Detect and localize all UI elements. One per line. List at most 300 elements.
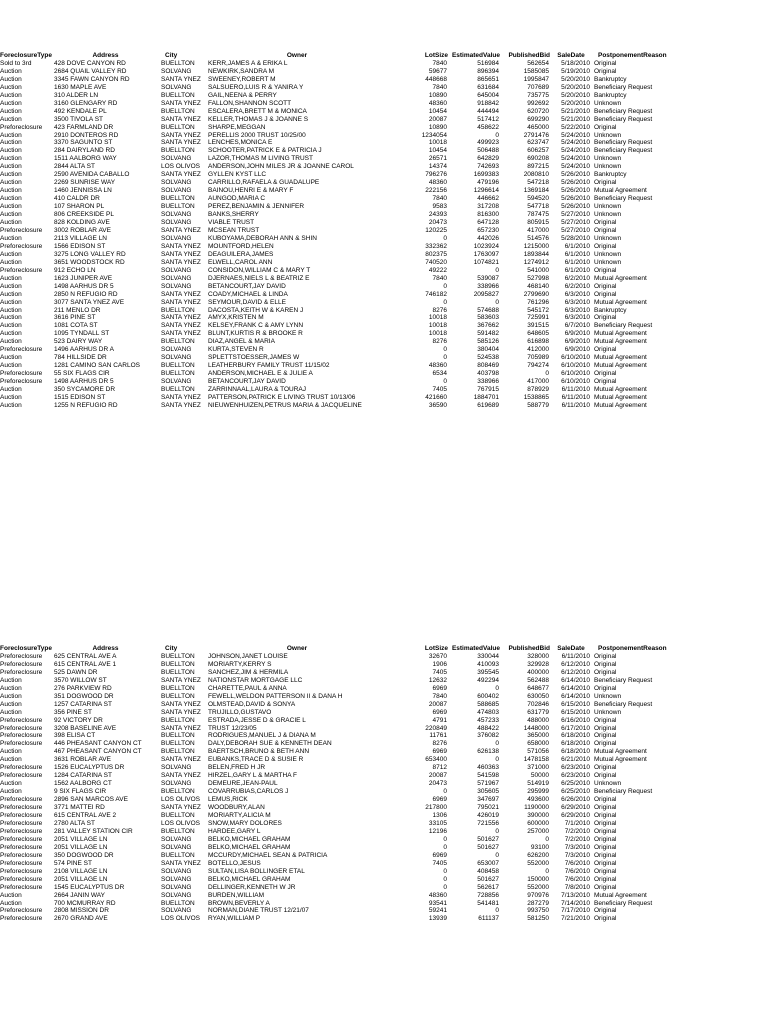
cell-postponement-reason: Mutual Agreement: [594, 756, 647, 764]
cell-city: SOLVANG: [161, 835, 192, 843]
cell-owner: RYAN,WILLIAM P: [208, 915, 261, 923]
header-sale-date: SaleDate: [557, 52, 585, 59]
cell-city: BUELLTON: [161, 827, 195, 835]
table-row: [0, 346, 768, 354]
cell-postponement-reason: Original: [594, 915, 617, 923]
cell-estimated-value: 516984: [477, 59, 499, 67]
cell-lot-size: 7840: [432, 195, 447, 203]
cell-published-bid: 606257: [527, 147, 549, 155]
cell-estimated-value: 795021: [477, 804, 499, 812]
cell-city: SOLVANG: [161, 67, 192, 75]
table-row: [0, 748, 768, 756]
cell-foreclosure-type: Preforeclosure: [0, 242, 43, 250]
cell-postponement-reason: Original: [594, 867, 617, 875]
cell-address: 92 VICTORY DR: [54, 716, 103, 724]
cell-address: 446 PHEASANT CANYON CT: [54, 740, 142, 748]
cell-sale-date: 6/14/2010: [561, 684, 590, 692]
cell-postponement-reason: Unknown: [594, 250, 622, 258]
cell-estimated-value: 426019: [477, 812, 499, 820]
cell-city: SANTA YNEZ: [161, 226, 201, 234]
cell-city: BUELLTON: [161, 716, 195, 724]
cell-sale-date: 7/6/2010: [564, 867, 590, 875]
cell-foreclosure-type: Preforeclosure: [0, 732, 43, 740]
cell-sale-date: 6/1/2010: [564, 242, 590, 250]
cell-foreclosure-type: Preforeclosure: [0, 843, 43, 851]
cell-postponement-reason: Original: [594, 740, 617, 748]
cell-address: 2896 SAN MARCOS AVE: [54, 796, 128, 804]
cell-postponement-reason: Unknown: [594, 131, 622, 139]
cell-postponement-reason: Unknown: [594, 99, 622, 107]
cell-estimated-value: 1074821: [473, 258, 499, 266]
cell-lot-size: 0: [443, 883, 447, 891]
cell-city: SANTA YNEZ: [161, 258, 201, 266]
header-published-bid: PublishedBid: [508, 645, 550, 652]
cell-sale-date: 6/23/2010: [561, 772, 590, 780]
cell-postponement-reason: Original: [594, 346, 617, 354]
cell-sale-date: 5/21/2010: [561, 107, 590, 115]
cell-postponement-reason: Beneficiary Request: [594, 700, 653, 708]
cell-foreclosure-type: Auction: [0, 179, 22, 187]
cell-estimated-value: 524538: [477, 354, 499, 362]
table-row: [0, 259, 768, 267]
cell-postponement-reason: Beneficiary Request: [594, 139, 653, 147]
cell-published-bid: 794274: [527, 362, 549, 370]
cell-estimated-value: 642829: [477, 155, 499, 163]
cell-foreclosure-type: Preforeclosure: [0, 652, 43, 660]
table-row: [0, 836, 768, 844]
cell-owner: SALSUERO,LUIS R & YANIRA Y: [208, 83, 304, 91]
cell-sale-date: 6/2/2010: [564, 274, 590, 282]
cell-foreclosure-type: Auction: [0, 219, 22, 227]
cell-estimated-value: 501627: [477, 875, 499, 883]
cell-postponement-reason: Mutual Agreement: [594, 187, 647, 195]
cell-owner: BETANCOURT,JAY DAVID: [208, 378, 286, 386]
cell-lot-size: 448668: [425, 75, 447, 83]
cell-lot-size: 6969: [432, 851, 447, 859]
cell-estimated-value: 657230: [477, 226, 499, 234]
cell-city: LOS OLIVOS: [161, 163, 201, 171]
cell-lot-size: 0: [443, 843, 447, 851]
cell-postponement-reason: Original: [594, 684, 617, 692]
cell-address: 211 MENLO DR: [54, 306, 101, 314]
cell-sale-date: 6/1/2010: [564, 250, 590, 258]
cell-lot-size: 1234054: [421, 131, 447, 139]
cell-city: BUELLTON: [161, 203, 195, 211]
cell-estimated-value: 0: [495, 298, 499, 306]
cell-estimated-value: 380404: [477, 346, 499, 354]
cell-lot-size: 0: [443, 378, 447, 386]
cell-owner: KELSEY,FRANK C & AMY LYNN: [208, 322, 304, 330]
cell-published-bid: 0: [545, 867, 549, 875]
cell-foreclosure-type: Auction: [0, 780, 22, 788]
cell-lot-size: 7405: [432, 668, 447, 676]
cell-address: 912 ECHO LN: [54, 266, 96, 274]
header-foreclosure-type: ForeclosureType: [0, 52, 52, 59]
cell-owner: ELWELL,CAROL ANN: [208, 258, 273, 266]
cell-foreclosure-type: Auction: [0, 139, 22, 147]
cell-city: SANTA YNEZ: [161, 700, 201, 708]
cell-foreclosure-type: Auction: [0, 258, 22, 266]
header-row: [0, 52, 768, 60]
cell-city: SOLVANG: [161, 875, 192, 883]
table-row: [0, 693, 768, 701]
cell-lot-size: 14374: [428, 163, 447, 171]
cell-estimated-value: 347697: [477, 796, 499, 804]
cell-owner: ANDERSON,JOHN MILES JR & JOANNE CAROL: [208, 163, 354, 171]
cell-address: 2850 N REFUGIO RD: [54, 290, 118, 298]
cell-city: SANTA YNEZ: [161, 75, 201, 83]
cell-estimated-value: 517412: [477, 115, 499, 123]
cell-lot-size: 1906: [432, 660, 447, 668]
cell-published-bid: 1478158: [523, 756, 549, 764]
cell-city: LOS OLIVOS: [161, 915, 201, 923]
cell-owner: SHARPE,MEGGAN: [208, 123, 266, 131]
cell-address: 2590 AVENIDA CABALLO: [54, 171, 130, 179]
cell-postponement-reason: Original: [594, 732, 617, 740]
cell-published-bid: 468140: [527, 282, 549, 290]
cell-foreclosure-type: Preforeclosure: [0, 660, 43, 668]
cell-foreclosure-type: Preforeclosure: [0, 266, 43, 274]
cell-published-bid: 0: [545, 835, 549, 843]
table-row: [0, 139, 768, 147]
table-row: [0, 796, 768, 804]
table-row: [0, 907, 768, 915]
cell-foreclosure-type: Auction: [0, 306, 22, 314]
cell-published-bid: 1995847: [523, 75, 549, 83]
cell-owner: VIABLE TRUST: [208, 219, 255, 227]
cell-city: SOLVANG: [161, 378, 192, 386]
cell-lot-size: 796276: [425, 171, 447, 179]
cell-published-bid: 1538865: [523, 393, 549, 401]
table-row: [0, 235, 768, 243]
cell-city: BUELLTON: [161, 91, 195, 99]
cell-sale-date: 6/1/2010: [564, 258, 590, 266]
cell-address: 356 PINE ST: [54, 708, 92, 716]
cell-owner: BELEN,FRED H JR: [208, 764, 266, 772]
cell-owner: ESCALERA,BRETT M & MONICA: [208, 107, 307, 115]
cell-estimated-value: 444494: [477, 107, 499, 115]
cell-foreclosure-type: Preforeclosure: [0, 724, 43, 732]
cell-address: 2844 ALTA ST: [54, 163, 95, 171]
cell-city: SANTA YNEZ: [161, 171, 201, 179]
cell-published-bid: 1448000: [523, 724, 549, 732]
cell-city: SOLVANG: [161, 282, 192, 290]
cell-lot-size: 8276: [432, 338, 447, 346]
cell-estimated-value: 376082: [477, 732, 499, 740]
cell-sale-date: 6/23/2010: [561, 764, 590, 772]
cell-owner: DALY,DEBORAH SUE & KENNETH DEAN: [208, 740, 332, 748]
cell-city: SOLVANG: [161, 211, 192, 219]
cell-estimated-value: 585126: [477, 338, 499, 346]
cell-foreclosure-type: Auction: [0, 314, 22, 322]
cell-owner: BLUNT,KURTIS R & BROOKE R: [208, 330, 303, 338]
cell-address: 350 DOGWOOD DR: [54, 851, 114, 859]
cell-address: 1496 AARHUS DR A: [54, 346, 114, 354]
cell-owner: WOODBURY,ALAN: [208, 804, 265, 812]
cell-foreclosure-type: Auction: [0, 748, 22, 756]
cell-published-bid: 1190000: [524, 804, 549, 812]
cell-postponement-reason: Unknown: [594, 692, 622, 700]
table-row: [0, 868, 768, 876]
cell-sale-date: 6/3/2010: [564, 298, 590, 306]
cell-estimated-value: 479196: [477, 179, 499, 187]
cell-address: 1095 TYNDALL ST: [54, 330, 110, 338]
cell-estimated-value: 506488: [477, 147, 499, 155]
cell-owner: KERR,JAMES A & ERIKA L: [208, 59, 288, 67]
cell-published-bid: 626200: [527, 851, 549, 859]
cell-published-bid: 631779: [527, 708, 549, 716]
cell-city: SOLVANG: [161, 266, 192, 274]
table-row: [0, 147, 768, 155]
cell-published-bid: 2080810: [523, 171, 549, 179]
cell-owner: SWEENEY,ROBERT M: [208, 75, 276, 83]
cell-published-bid: 545172: [527, 306, 549, 314]
cell-owner: SEYMOUR,DAVID & ELLE: [208, 298, 286, 306]
foreclosure-table-page-2: [0, 645, 768, 923]
header-city: City: [165, 645, 178, 652]
cell-estimated-value: 591482: [477, 330, 499, 338]
cell-sale-date: 5/28/2010: [561, 234, 590, 242]
cell-lot-size: 0: [443, 298, 447, 306]
cell-postponement-reason: Original: [594, 851, 617, 859]
cell-published-bid: 805915: [527, 219, 549, 227]
cell-owner: SPLETTSTOESSER,JAMES W: [208, 354, 300, 362]
cell-sale-date: 6/9/2010: [564, 330, 590, 338]
cell-lot-size: 13939: [428, 915, 447, 923]
cell-estimated-value: 742693: [477, 163, 499, 171]
cell-foreclosure-type: Auction: [0, 282, 22, 290]
table-row: [0, 132, 768, 140]
cell-sale-date: 6/3/2010: [564, 314, 590, 322]
cell-postponement-reason: Original: [594, 266, 617, 274]
cell-address: 574 PINE ST: [54, 859, 92, 867]
cell-sale-date: 5/24/2010: [561, 147, 590, 155]
cell-sale-date: 6/3/2010: [564, 290, 590, 298]
header-published-bid: PublishedBid: [508, 52, 550, 59]
cell-city: SANTA YNEZ: [161, 99, 201, 107]
cell-lot-size: 220849: [425, 724, 447, 732]
header-address: Address: [92, 52, 119, 59]
table-row: [0, 76, 768, 84]
header-postponement-reason: PostponementReason: [598, 645, 667, 652]
cell-postponement-reason: Mutual Agreement: [594, 891, 647, 899]
cell-owner: GYLLEN KYST LLC: [208, 171, 267, 179]
cell-address: 1562 AALBORG CT: [54, 780, 112, 788]
cell-city: SANTA YNEZ: [161, 290, 201, 298]
cell-foreclosure-type: Auction: [0, 338, 22, 346]
cell-published-bid: 1274912: [523, 258, 549, 266]
cell-city: BUELLTON: [161, 652, 195, 660]
cell-postponement-reason: Unknown: [594, 708, 622, 716]
table-row: [0, 275, 768, 283]
cell-sale-date: 7/1/2010: [564, 819, 590, 827]
cell-lot-size: 6969: [432, 684, 447, 692]
cell-postponement-reason: Beneficiary Request: [594, 322, 653, 330]
cell-estimated-value: 0: [495, 907, 499, 915]
cell-owner: DEAGUILERA,JAMES: [208, 250, 274, 258]
cell-lot-size: 0: [443, 234, 447, 242]
cell-owner: DJERNAES,NIELS L & BEATRIZ E: [208, 274, 310, 282]
cell-address: 3077 SANTA YNEZ AVE: [54, 298, 125, 306]
cell-estimated-value: 541481: [477, 899, 499, 907]
cell-estimated-value: 458622: [477, 123, 499, 131]
cell-address: 1081 COTA ST: [54, 322, 98, 330]
cell-lot-size: 8712: [432, 764, 447, 772]
table-row: [0, 756, 768, 764]
cell-sale-date: 5/26/2010: [561, 171, 590, 179]
cell-sale-date: 6/2/2010: [564, 282, 590, 290]
cell-lot-size: 332362: [425, 242, 447, 250]
cell-sale-date: 6/25/2010: [561, 788, 590, 796]
cell-lot-size: 6969: [432, 748, 447, 756]
cell-estimated-value: 488422: [477, 724, 499, 732]
cell-estimated-value: 0: [495, 131, 499, 139]
cell-city: SANTA YNEZ: [161, 708, 201, 716]
cell-postponement-reason: Bankruptcy: [594, 75, 627, 83]
cell-lot-size: 7405: [432, 386, 447, 394]
cell-lot-size: 6969: [432, 708, 447, 716]
cell-city: LOS OLIVOS: [161, 796, 201, 804]
cell-owner: FEWELL,WELDON PATTERSON II & DANA H: [208, 692, 343, 700]
cell-lot-size: 7840: [432, 83, 447, 91]
cell-foreclosure-type: Auction: [0, 330, 22, 338]
header-owner: Owner: [286, 645, 308, 652]
table-row: [0, 709, 768, 717]
cell-city: SANTA YNEZ: [161, 330, 201, 338]
cell-published-bid: 0: [545, 370, 549, 378]
cell-lot-size: 0: [443, 875, 447, 883]
cell-estimated-value: 442026: [477, 234, 499, 242]
header-address: Address: [92, 645, 119, 652]
table-row: [0, 900, 768, 908]
table-row: [0, 116, 768, 124]
table-row: [0, 155, 768, 163]
cell-lot-size: 120225: [425, 226, 447, 234]
table-row: [0, 243, 768, 251]
table-row: [0, 219, 768, 227]
cell-lot-size: 36590: [428, 401, 447, 409]
cell-postponement-reason: Mutual Agreement: [594, 362, 647, 370]
cell-owner: BETANCOURT,JAY DAVID: [208, 282, 286, 290]
cell-published-bid: 541000: [527, 266, 549, 274]
cell-address: 1284 CATARINA ST: [54, 772, 112, 780]
cell-owner: AMYX,KRISTEN M: [208, 314, 264, 322]
cell-lot-size: 59241: [428, 907, 447, 915]
cell-city: SOLVANG: [161, 83, 192, 91]
cell-foreclosure-type: Preforeclosure: [0, 370, 43, 378]
cell-city: BUELLTON: [161, 748, 195, 756]
table-body: [0, 60, 768, 410]
cell-foreclosure-type: Auction: [0, 163, 22, 171]
cell-address: 615 CENTRAL AVE 1: [54, 660, 117, 668]
cell-foreclosure-type: Preforeclosure: [0, 907, 43, 915]
table-row: [0, 68, 768, 76]
cell-city: SANTA YNEZ: [161, 393, 201, 401]
cell-owner: OLMSTEAD,DAVID & SONYA: [208, 700, 296, 708]
cell-owner: GAIL,NEENA & PERRY: [208, 91, 277, 99]
cell-postponement-reason: Unknown: [594, 203, 622, 211]
cell-postponement-reason: Unknown: [594, 780, 622, 788]
cell-foreclosure-type: Auction: [0, 115, 22, 123]
cell-sale-date: 5/24/2010: [561, 163, 590, 171]
cell-lot-size: 746182: [425, 290, 447, 298]
cell-published-bid: 547218: [527, 179, 549, 187]
cell-owner: TRUST 12/23/05: [208, 724, 257, 732]
cell-published-bid: 702846: [527, 700, 549, 708]
cell-postponement-reason: Original: [594, 660, 617, 668]
cell-owner: DACOSTA,KEITH W & KAREN J: [208, 306, 304, 314]
table-row: [0, 820, 768, 828]
table-row: [0, 195, 768, 203]
cell-postponement-reason: Original: [594, 652, 617, 660]
cell-postponement-reason: Unknown: [594, 155, 622, 163]
cell-lot-size: 10454: [428, 147, 447, 155]
cell-city: SANTA YNEZ: [161, 804, 201, 812]
cell-city: SANTA YNEZ: [161, 772, 201, 780]
cell-city: SOLVANG: [161, 907, 192, 915]
cell-foreclosure-type: Auction: [0, 692, 22, 700]
cell-owner: DIAZ,ANGEL & MARIA: [208, 338, 275, 346]
cell-postponement-reason: Mutual Agreement: [594, 354, 647, 362]
header-sale-date: SaleDate: [557, 645, 585, 652]
cell-sale-date: 5/24/2010: [561, 131, 590, 139]
cell-city: SOLVANG: [161, 354, 192, 362]
cell-postponement-reason: Mutual Agreement: [594, 386, 647, 394]
cell-city: BUELLTON: [161, 899, 195, 907]
cell-published-bid: 2799690: [523, 290, 549, 298]
cell-postponement-reason: Beneficiary Request: [594, 115, 653, 123]
cell-postponement-reason: Unknown: [594, 211, 622, 219]
cell-foreclosure-type: Auction: [0, 354, 22, 362]
cell-published-bid: 50000: [530, 772, 549, 780]
table-row: [0, 171, 768, 179]
cell-owner: BAERTSCH,BRUNO & BETH ANN: [208, 748, 310, 756]
cell-sale-date: 6/10/2010: [561, 354, 590, 362]
cell-city: BUELLTON: [161, 732, 195, 740]
cell-address: 492 KENDALE PL: [54, 107, 107, 115]
cell-address: 2910 DONTEROS RD: [54, 131, 119, 139]
cell-published-bid: 295999: [527, 788, 549, 796]
cell-address: 2664 JANIN WAY: [54, 891, 105, 899]
table-row: [0, 354, 768, 362]
cell-sale-date: 6/14/2010: [561, 676, 590, 684]
cell-owner: LAZOR,THOMAS M LIVING TRUST: [208, 155, 313, 163]
cell-published-bid: 400000: [527, 668, 549, 676]
cell-sale-date: 5/20/2010: [561, 91, 590, 99]
cell-sale-date: 6/15/2010: [561, 700, 590, 708]
cell-published-bid: 588779: [527, 401, 549, 409]
cell-estimated-value: 501627: [477, 843, 499, 851]
cell-estimated-value: 647128: [477, 219, 499, 227]
cell-estimated-value: 305605: [477, 788, 499, 796]
cell-estimated-value: 408458: [477, 867, 499, 875]
cell-city: BUELLTON: [161, 338, 195, 346]
cell-address: 615 CENTRAL AVE 2: [54, 812, 117, 820]
cell-lot-size: 20087: [428, 115, 447, 123]
cell-estimated-value: 1699383: [473, 171, 499, 179]
cell-postponement-reason: Unknown: [594, 258, 622, 266]
cell-postponement-reason: Original: [594, 835, 617, 843]
cell-owner: COADY,MICHAEL & LINDA: [208, 290, 288, 298]
cell-city: SOLVANG: [161, 179, 192, 187]
cell-city: SOLVANG: [161, 346, 192, 354]
cell-address: 3160 GLENGARY RD: [54, 99, 118, 107]
cell-owner: KURTA,STEVEN R: [208, 346, 264, 354]
cell-foreclosure-type: Auction: [0, 708, 22, 716]
table-row: [0, 717, 768, 725]
cell-address: 276 PARKVIEW RD: [54, 684, 112, 692]
cell-estimated-value: 460363: [477, 764, 499, 772]
